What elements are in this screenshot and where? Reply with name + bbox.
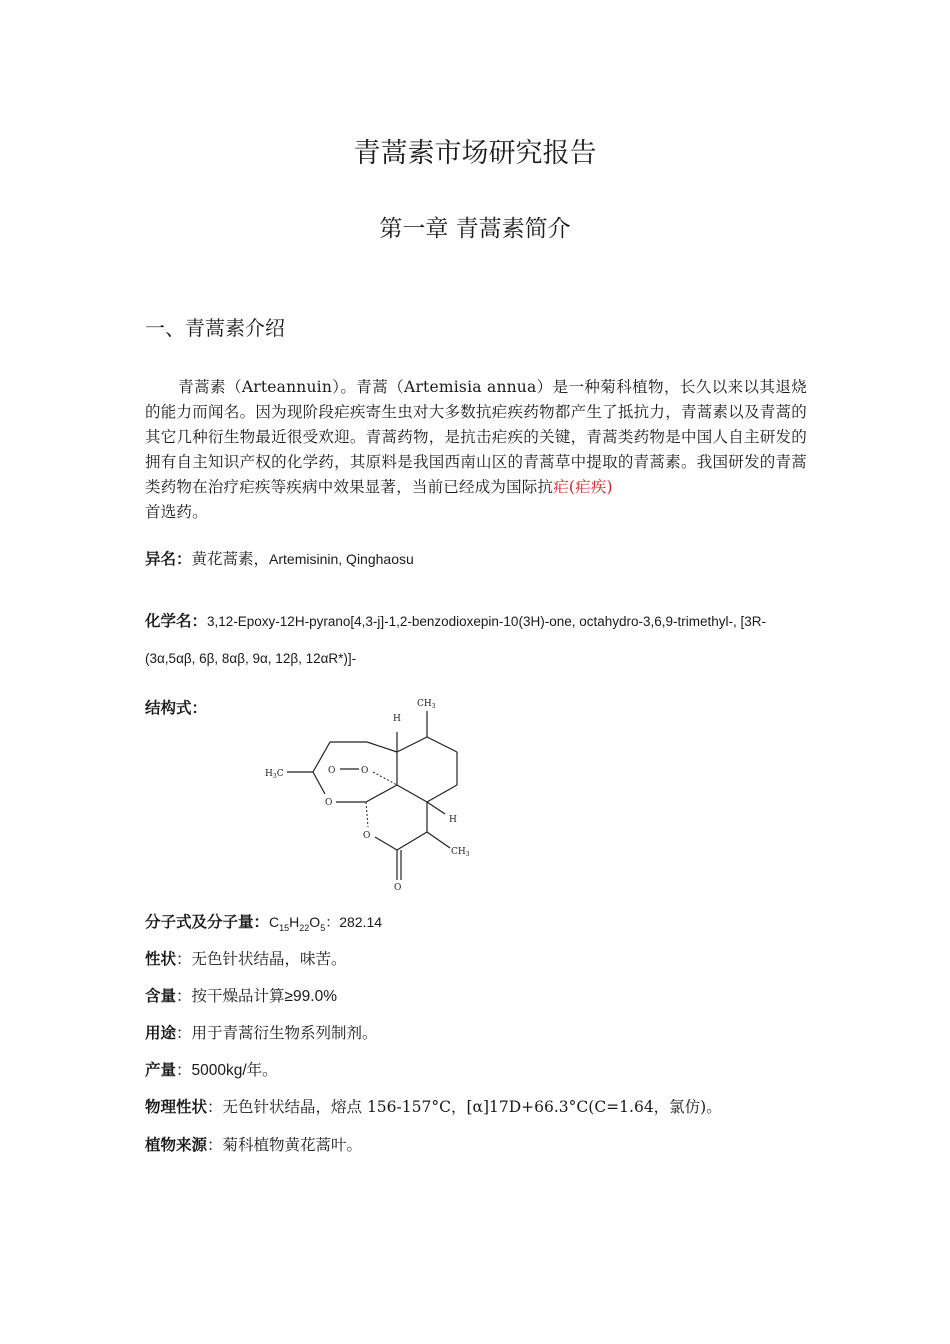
atom-ch3-top: CH <box>417 699 432 709</box>
source-label: 植物来源 <box>145 1136 208 1154</box>
alias-label: 异名： <box>145 550 192 568</box>
chemical-name-value: 3,12-Epoxy-12H-pyrano[4,3-j]-1,2-benzodioxepin-10(3H)-one, octahydro-3,6,9-trimethyl-, [3R-(3α,5αβ, 6β, 8αβ, 9α, 12β, 12αR*)]- <box>145 614 767 666</box>
intro-text-b: 首选药。 <box>145 503 208 521</box>
source-row <box>145 1134 362 1156</box>
chemical-name-label: 化学名： <box>145 612 208 630</box>
section-heading: 一、青蒿素介绍 <box>145 316 285 340</box>
svg-text:CH3: $CH_3$ <box>451 847 470 858</box>
atom-ch3-right: CH <box>451 847 466 857</box>
formula-value: $C_{15}H_{22}O_5$：282.14 <box>269 914 383 933</box>
appearance-label: 性状 <box>145 950 177 968</box>
output-value: ：5000kg/年。 <box>176 1062 278 1079</box>
content-label: 含量 <box>145 987 177 1005</box>
formula-label: 分子式及分子量： <box>145 913 270 931</box>
usage-value: ：用于青蒿衍生物系列制剂。 <box>176 1024 378 1042</box>
document-title: 青蒿素市场研究报告 <box>353 138 597 169</box>
alias-value-en: Artemisinin, Qinghaosu <box>269 551 414 567</box>
source-value: ：菊科植物黄花蒿叶。 <box>207 1136 363 1154</box>
atom-o-peroxide-left: O <box>328 766 336 776</box>
svg-text:CH3: $CH_3$ <box>417 699 436 710</box>
formula-row <box>145 911 382 939</box>
atom-o-carbonyl: O <box>394 883 402 893</box>
output-label: 产量 <box>145 1061 177 1079</box>
artemisinin-structure-diagram <box>255 690 485 895</box>
output-row <box>145 1059 278 1082</box>
appearance-value: ：无色针状结晶，味苦。 <box>176 950 347 968</box>
atom-o-lactone: O <box>363 831 371 841</box>
intro-text-a: 青蒿素（Arteannuin）。青蒿（Artemisia annua）是一种菊科植物，长久以来以其退烧的能力而闻名。因为现阶段疟疾寄生虫对大多数抗疟疾药物都产生了抵抗力，青蒿素以及青蒿的其它几种衍生物最近很受欢迎。青蒿药物，是抗击疟疾的关键，青蒿类药物是中国人自主研发的拥有自主知识产权的化学药，其原料是我国西南山区的青蒿草中提取的青蒿素。我国研发的青蒿类药物在治疗疟疾等疾病中效果显著，当前已经成为国际抗 <box>145 378 807 496</box>
atom-o-peroxide-right: O <box>361 766 369 776</box>
usage-label: 用途 <box>145 1024 177 1042</box>
content-value: ：按干燥品计算≥99.0% <box>176 988 337 1005</box>
chapter-heading: 第一章 青蒿素简介 <box>379 216 571 242</box>
atom-h-top: H <box>393 714 401 724</box>
chemical-name-row <box>145 603 815 677</box>
appearance-row <box>145 948 347 970</box>
alias-value-cn: 黄花蒿素， <box>191 550 270 568</box>
physical-row <box>145 1096 722 1118</box>
atom-h3c: H <box>265 769 273 779</box>
atom-o-ether: O <box>325 798 333 808</box>
usage-row <box>145 1022 378 1044</box>
physical-value: ：无色针状结晶，熔点 156-157°C，[α]17D+66.3°C(C=1.64，氯仿)。 <box>207 1098 722 1116</box>
structure-label: 结构式： <box>145 699 208 717</box>
intro-paragraph <box>145 375 807 525</box>
atom-h-right: H <box>449 815 457 825</box>
physical-label: 物理性状 <box>145 1098 208 1116</box>
alias-row <box>145 548 414 570</box>
svg-text:H3C: $H_3C$ <box>265 769 284 780</box>
content-row <box>145 985 337 1008</box>
malaria-link-text: 疟(疟疾) <box>553 478 613 496</box>
